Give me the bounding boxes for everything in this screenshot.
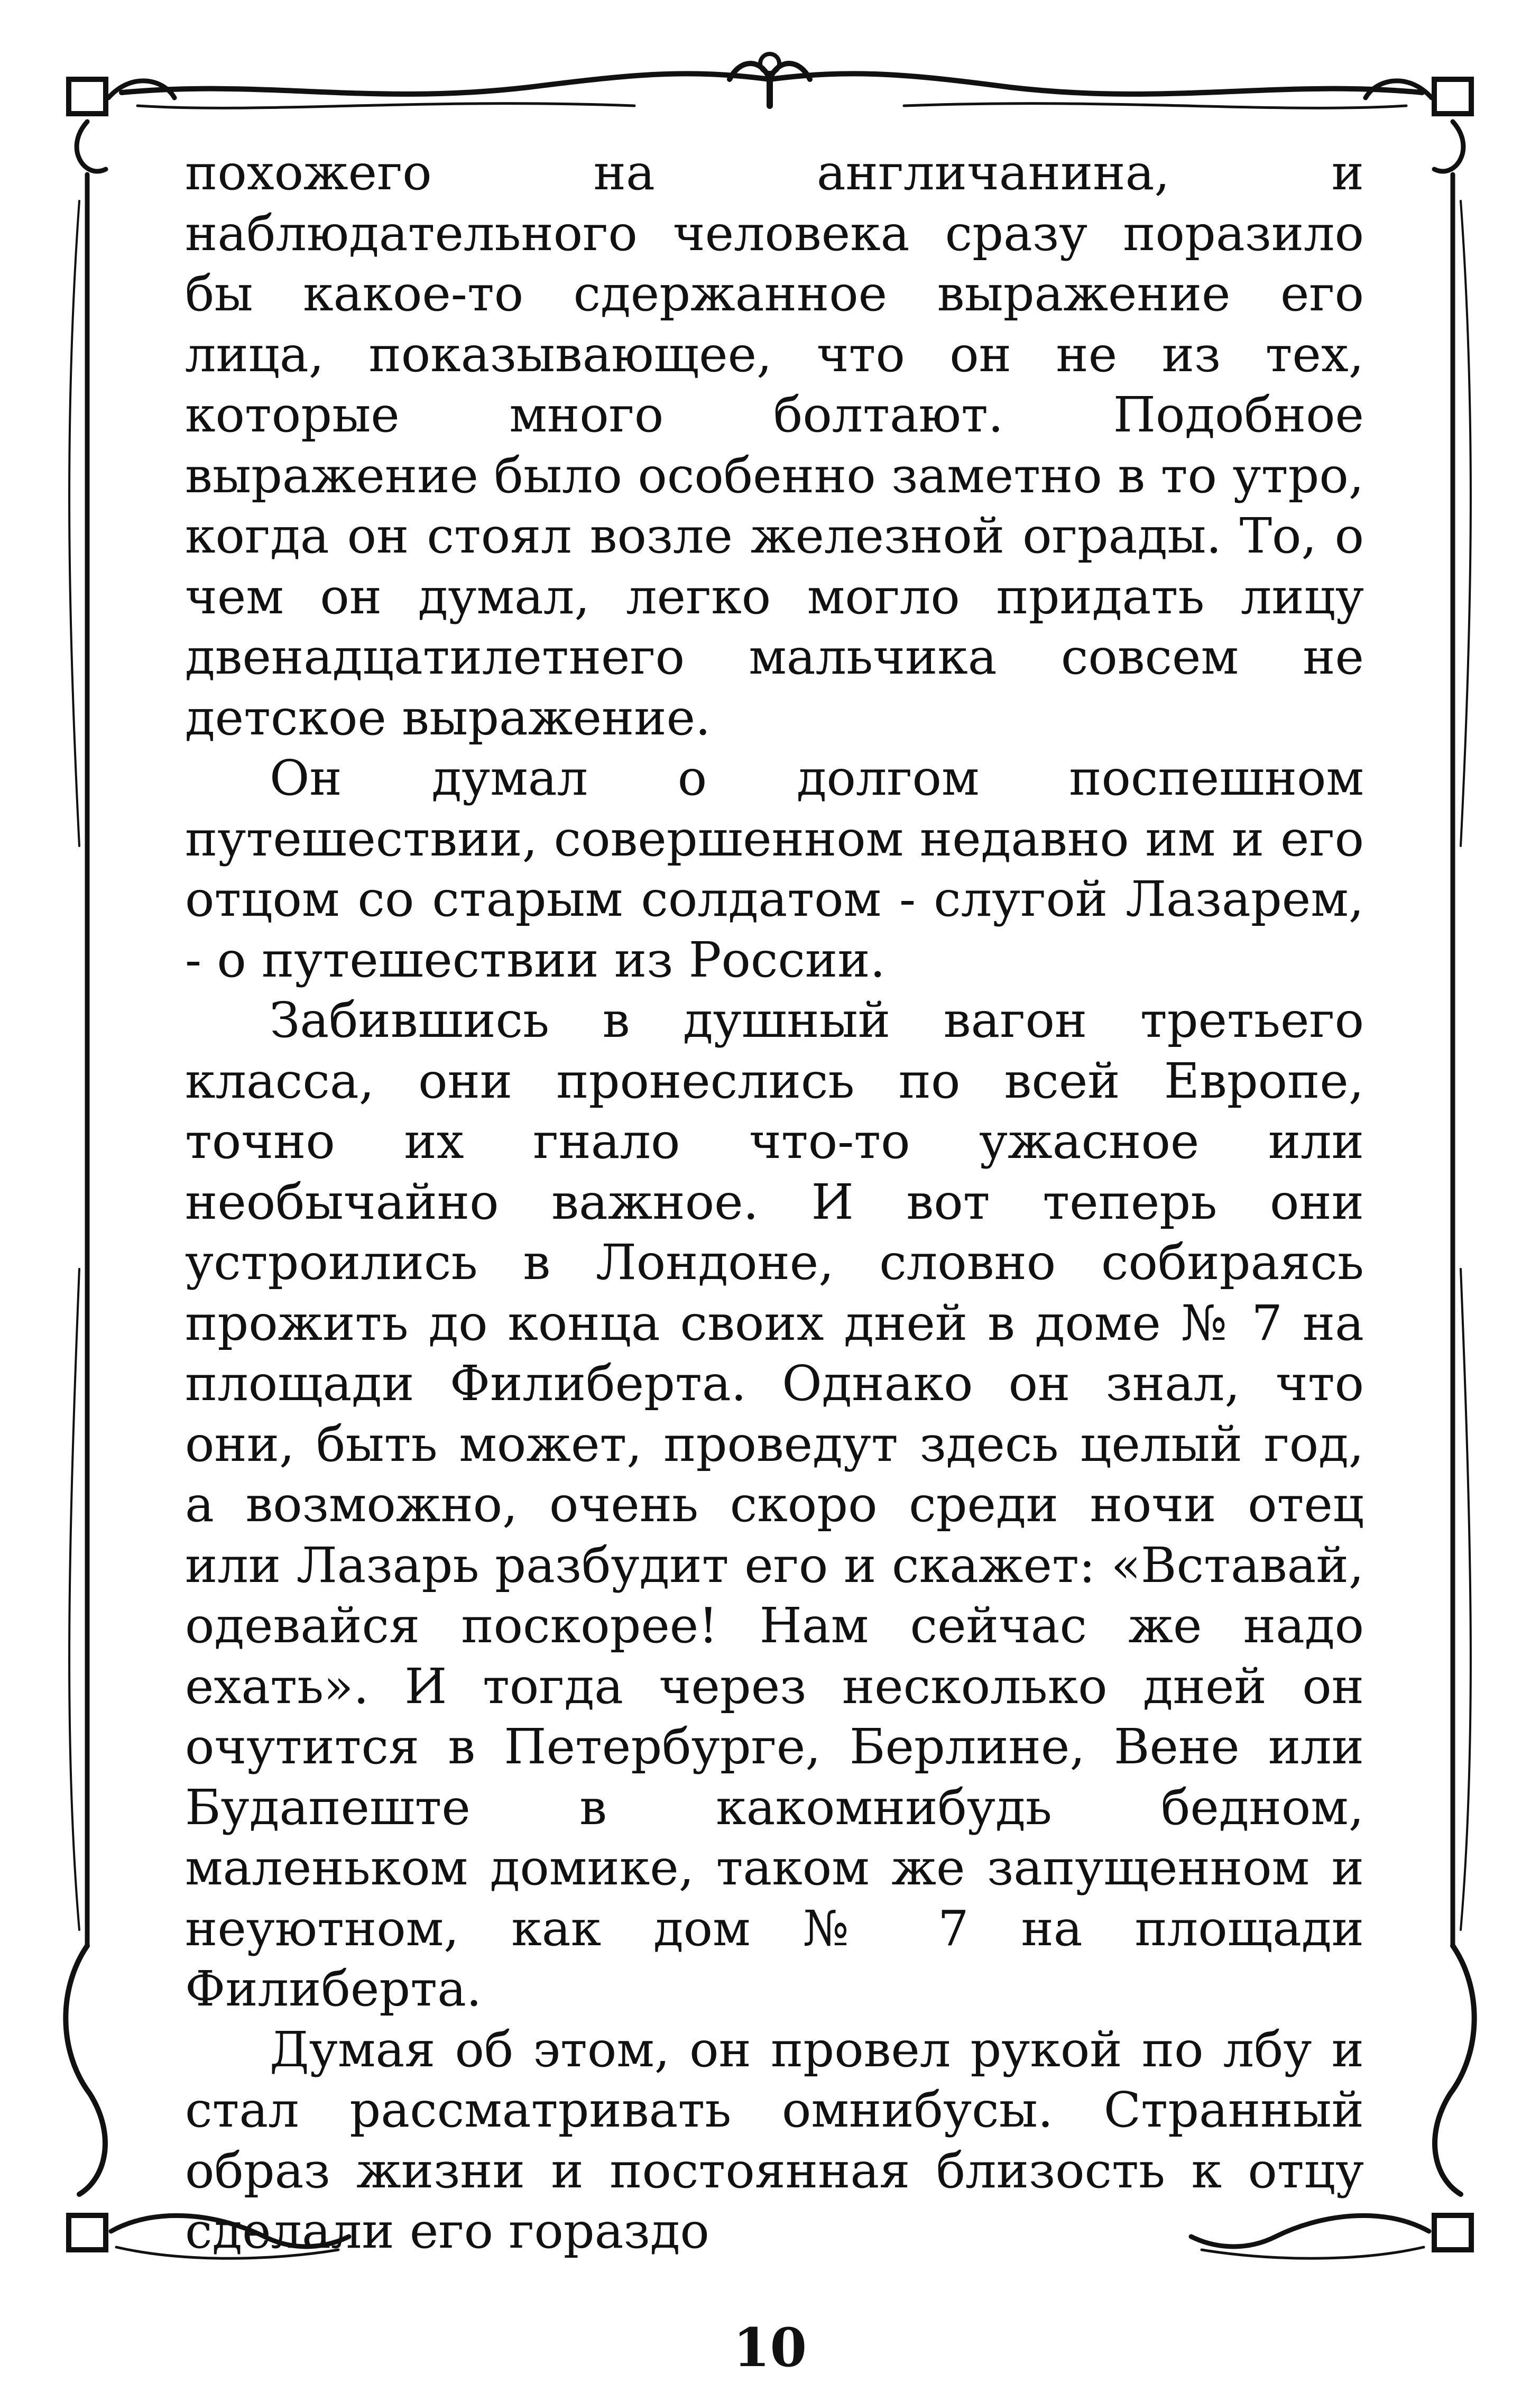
page-number: 10: [733, 2316, 807, 2379]
corner-top-left: [69, 79, 106, 114]
paragraph-4: Думая об этом, он провел рукой по лбу и стал рассматривать омнибусы. Странный образ жизни и постоянная близость к отцу сделали его гораздо: [185, 2021, 1364, 2259]
corner-bottom-right: [1434, 2215, 1471, 2250]
paragraph-2: Он думал о долгом поспешном путешествии, совершенном недавно им и его отцом со старым солдатом - слугой Лазарем, - о путешествии из России.: [185, 750, 1364, 988]
paragraph-1: похожего на англичанина, и наблюдательного человека сразу поразило бы какое-то сдержанное выражение его лица, показывающее, что он не из тех, которые много болтают. Подобное выражение было особенно заметно в то утро, когда он стоял возле железной ограды. То, о чем он думал, легко могло придать лицу двенадцатилетнего мальчика совсем не детское выражение.: [185, 144, 1364, 746]
body-text: [185, 143, 1364, 2259]
corner-top-right: [1434, 79, 1471, 114]
right-lower-scroll: [1435, 1946, 1474, 2194]
left-lower-scroll: [66, 1946, 105, 2194]
corner-bottom-left: [69, 2215, 106, 2250]
paragraph-3: Забившись в душный вагон третьего класса, они пронеслись по всей Европе, точно их гнало что-то ужасное или необычайно важное. И вот теперь они устроились в Лондоне, словно собираясь прожить до конца своих дней в доме № 7 на площади Филиберта. Однако он знал, что они, быть может, проведут здесь целый год, а возможно, очень скоро среди ночи отец или Лазарь разбудит его и скажет: «Вставай, одевайся поскорее! Нам сейчас же надо ехать». И тогда через несколько дней он очутится в Петербурге, Берлине, Вене или Будапеште в какомнибудь бедном, маленьком домике, таком же запущенном и неуютном, как дом № 7 на площади Филиберта.: [185, 992, 1364, 2017]
